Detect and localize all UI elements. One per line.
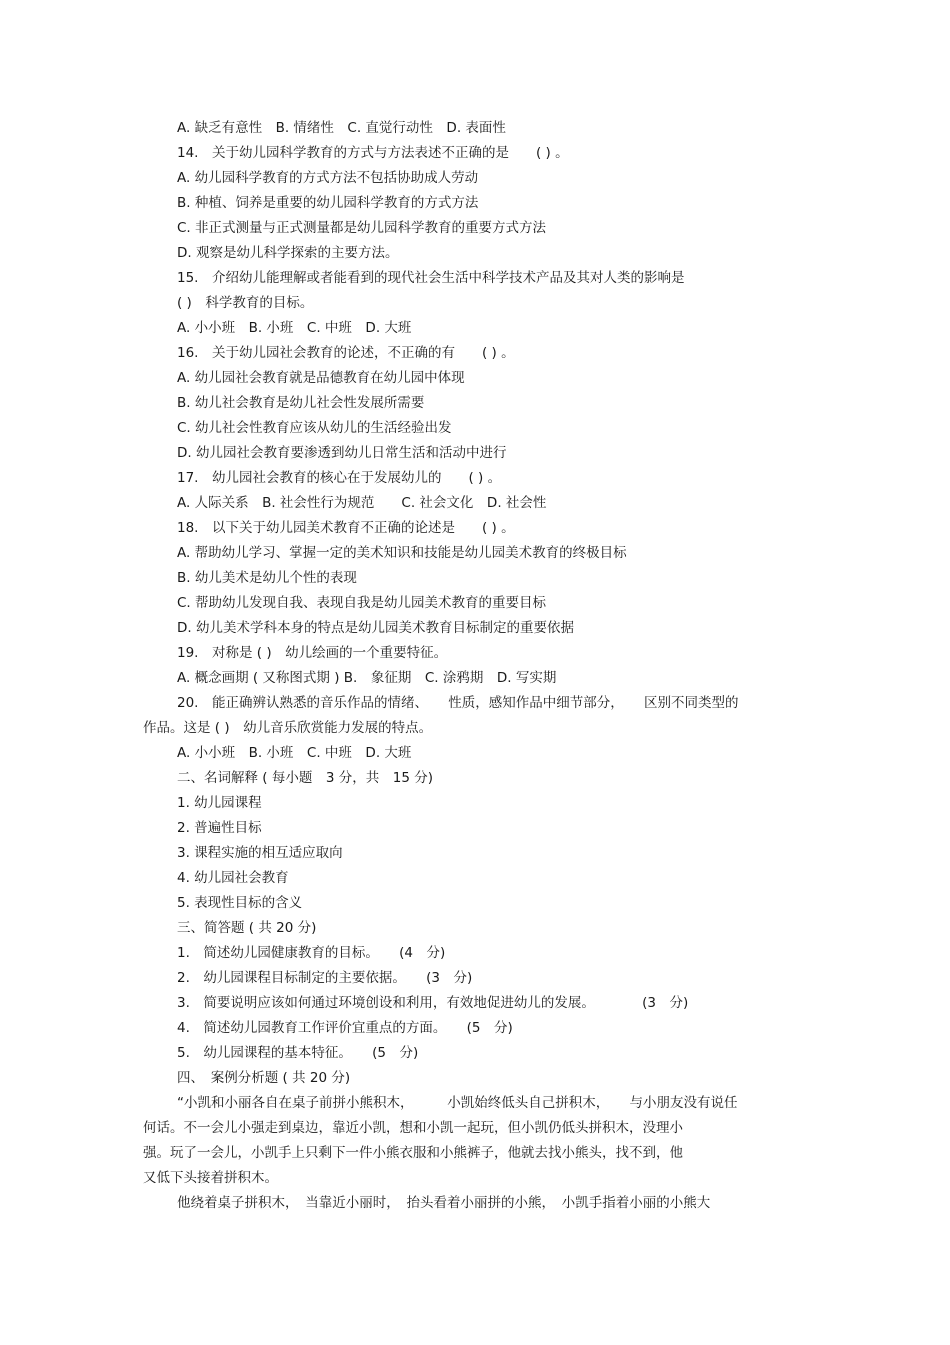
text-line: D. 观察是幼儿科学探索的主要方法。 (177, 245, 399, 261)
text-line: D. 幼儿园社会教育要渗透到幼儿日常生活和活动中进行 (177, 445, 507, 461)
text-line: A. 幼儿园社会教育就是品德教育在幼儿园中体现 (177, 370, 465, 386)
text-line: A. 小小班 B. 小班 C. 中班 D. 大班 (177, 745, 412, 761)
text-line: 又低下头接着拼积木。 (143, 1170, 278, 1186)
text-line: A. 人际关系 B. 社会性行为规范 C. 社会文化 D. 社会性 (177, 495, 547, 511)
text-line: D. 幼儿美术学科本身的特点是幼儿园美术教育目标制定的重要依据 (177, 620, 574, 636)
text-line: B. 幼儿社会教育是幼儿社会性发展所需要 (177, 395, 425, 411)
text-line: 18. 以下关于幼儿园美术教育不正确的论述是 ( ) 。 (177, 520, 515, 536)
section-heading: 四、 案例分析题 ( 共 20 分) (177, 1070, 351, 1086)
text-line: 1. 幼儿园课程 (177, 795, 262, 811)
text-line: C. 非正式测量与正式测量都是幼儿园科学教育的重要方式方法 (177, 220, 547, 236)
text-line: A. 小小班 B. 小班 C. 中班 D. 大班 (177, 320, 412, 336)
text-line: 17. 幼儿园社会教育的核心在于发展幼儿的 ( ) 。 (177, 470, 502, 486)
text-line: 19. 对称是 ( ) 幼儿绘画的一个重要特征。 (177, 645, 448, 661)
text-line: B. 种植、饲养是重要的幼儿园科学教育的方式方法 (177, 195, 479, 211)
text-line: 5. 表现性目标的含义 (177, 895, 303, 911)
section-heading: 二、名词解释 ( 每小题 3 分，共 15 分) (177, 770, 433, 786)
text-line: 他绕着桌子拼积木， 当靠近小丽时， 抬头看着小丽拼的小熊， 小凯手指着小丽的小熊大 (177, 1195, 711, 1211)
text-line: 4. 幼儿园社会教育 (177, 870, 289, 886)
text-line: 20. 能正确辨认熟悉的音乐作品的情绪、 性质，感知作品中细节部分， 区别不同类型的 (177, 695, 739, 711)
text-line: ( ) 科学教育的目标。 (177, 295, 314, 311)
text-line: A. 概念画期 ( 又称图式期 ) B. 象征期 C. 涂鸦期 D. 写实期 (177, 670, 557, 686)
text-line: C. 幼儿社会性教育应该从幼儿的生活经验出发 (177, 420, 452, 436)
text-line: 3. 课程实施的相互适应取向 (177, 845, 343, 861)
text-line: 14. 关于幼儿园科学教育的方式与方法表述不正确的是 ( ) 。 (177, 145, 569, 161)
text-line: 3. 简要说明应该如何通过环境创设和利用，有效地促进幼儿的发展。 (3 分) (177, 995, 689, 1011)
text-line: A. 帮助幼儿学习、掌握一定的美术知识和技能是幼儿园美术教育的终极目标 (177, 545, 627, 561)
text-line: 1. 简述幼儿园健康教育的目标。 (4 分) (177, 945, 446, 961)
text-line: 作品。这是 ( ) 幼儿音乐欣赏能力发展的特点。 (143, 720, 433, 736)
text-line: 15. 介绍幼儿能理解或者能看到的现代社会生活中科学技术产品及其对人类的影响是 (177, 270, 685, 286)
text-line: 何话。不一会儿小强走到桌边，靠近小凯，想和小凯一起玩，但小凯仍低头拼积木，没理小 (143, 1120, 683, 1136)
text-line: 强。玩了一会儿，小凯手上只剩下一件小熊衣服和小熊裤子，他就去找小熊头，找不到，他 (143, 1145, 683, 1161)
text-line: 5. 幼儿园课程的基本特征。 (5 分) (177, 1045, 419, 1061)
text-line: 16. 关于幼儿园社会教育的论述，不正确的有 ( ) 。 (177, 345, 515, 361)
text-line: “小凯和小丽各自在桌子前拼小熊积木， 小凯始终低头自己拼积木， 与小朋友没有说任 (177, 1095, 738, 1111)
text-line: 4. 简述幼儿园教育工作评价宜重点的方面。 (5 分) (177, 1020, 513, 1036)
text-line: 2. 幼儿园课程目标制定的主要依据。 (3 分) (177, 970, 473, 986)
text-line: A. 幼儿园科学教育的方式方法不包括协助成人劳动 (177, 170, 479, 186)
text-line: A. 缺乏有意性 B. 情绪性 C. 直觉行动性 D. 表面性 (177, 120, 506, 136)
section-heading: 三、简答题 ( 共 20 分) (177, 920, 317, 936)
text-line: C. 帮助幼儿发现自我、表现自我是幼儿园美术教育的重要目标 (177, 595, 547, 611)
text-line: B. 幼儿美术是幼儿个性的表现 (177, 570, 357, 586)
text-line: 2. 普遍性目标 (177, 820, 262, 836)
